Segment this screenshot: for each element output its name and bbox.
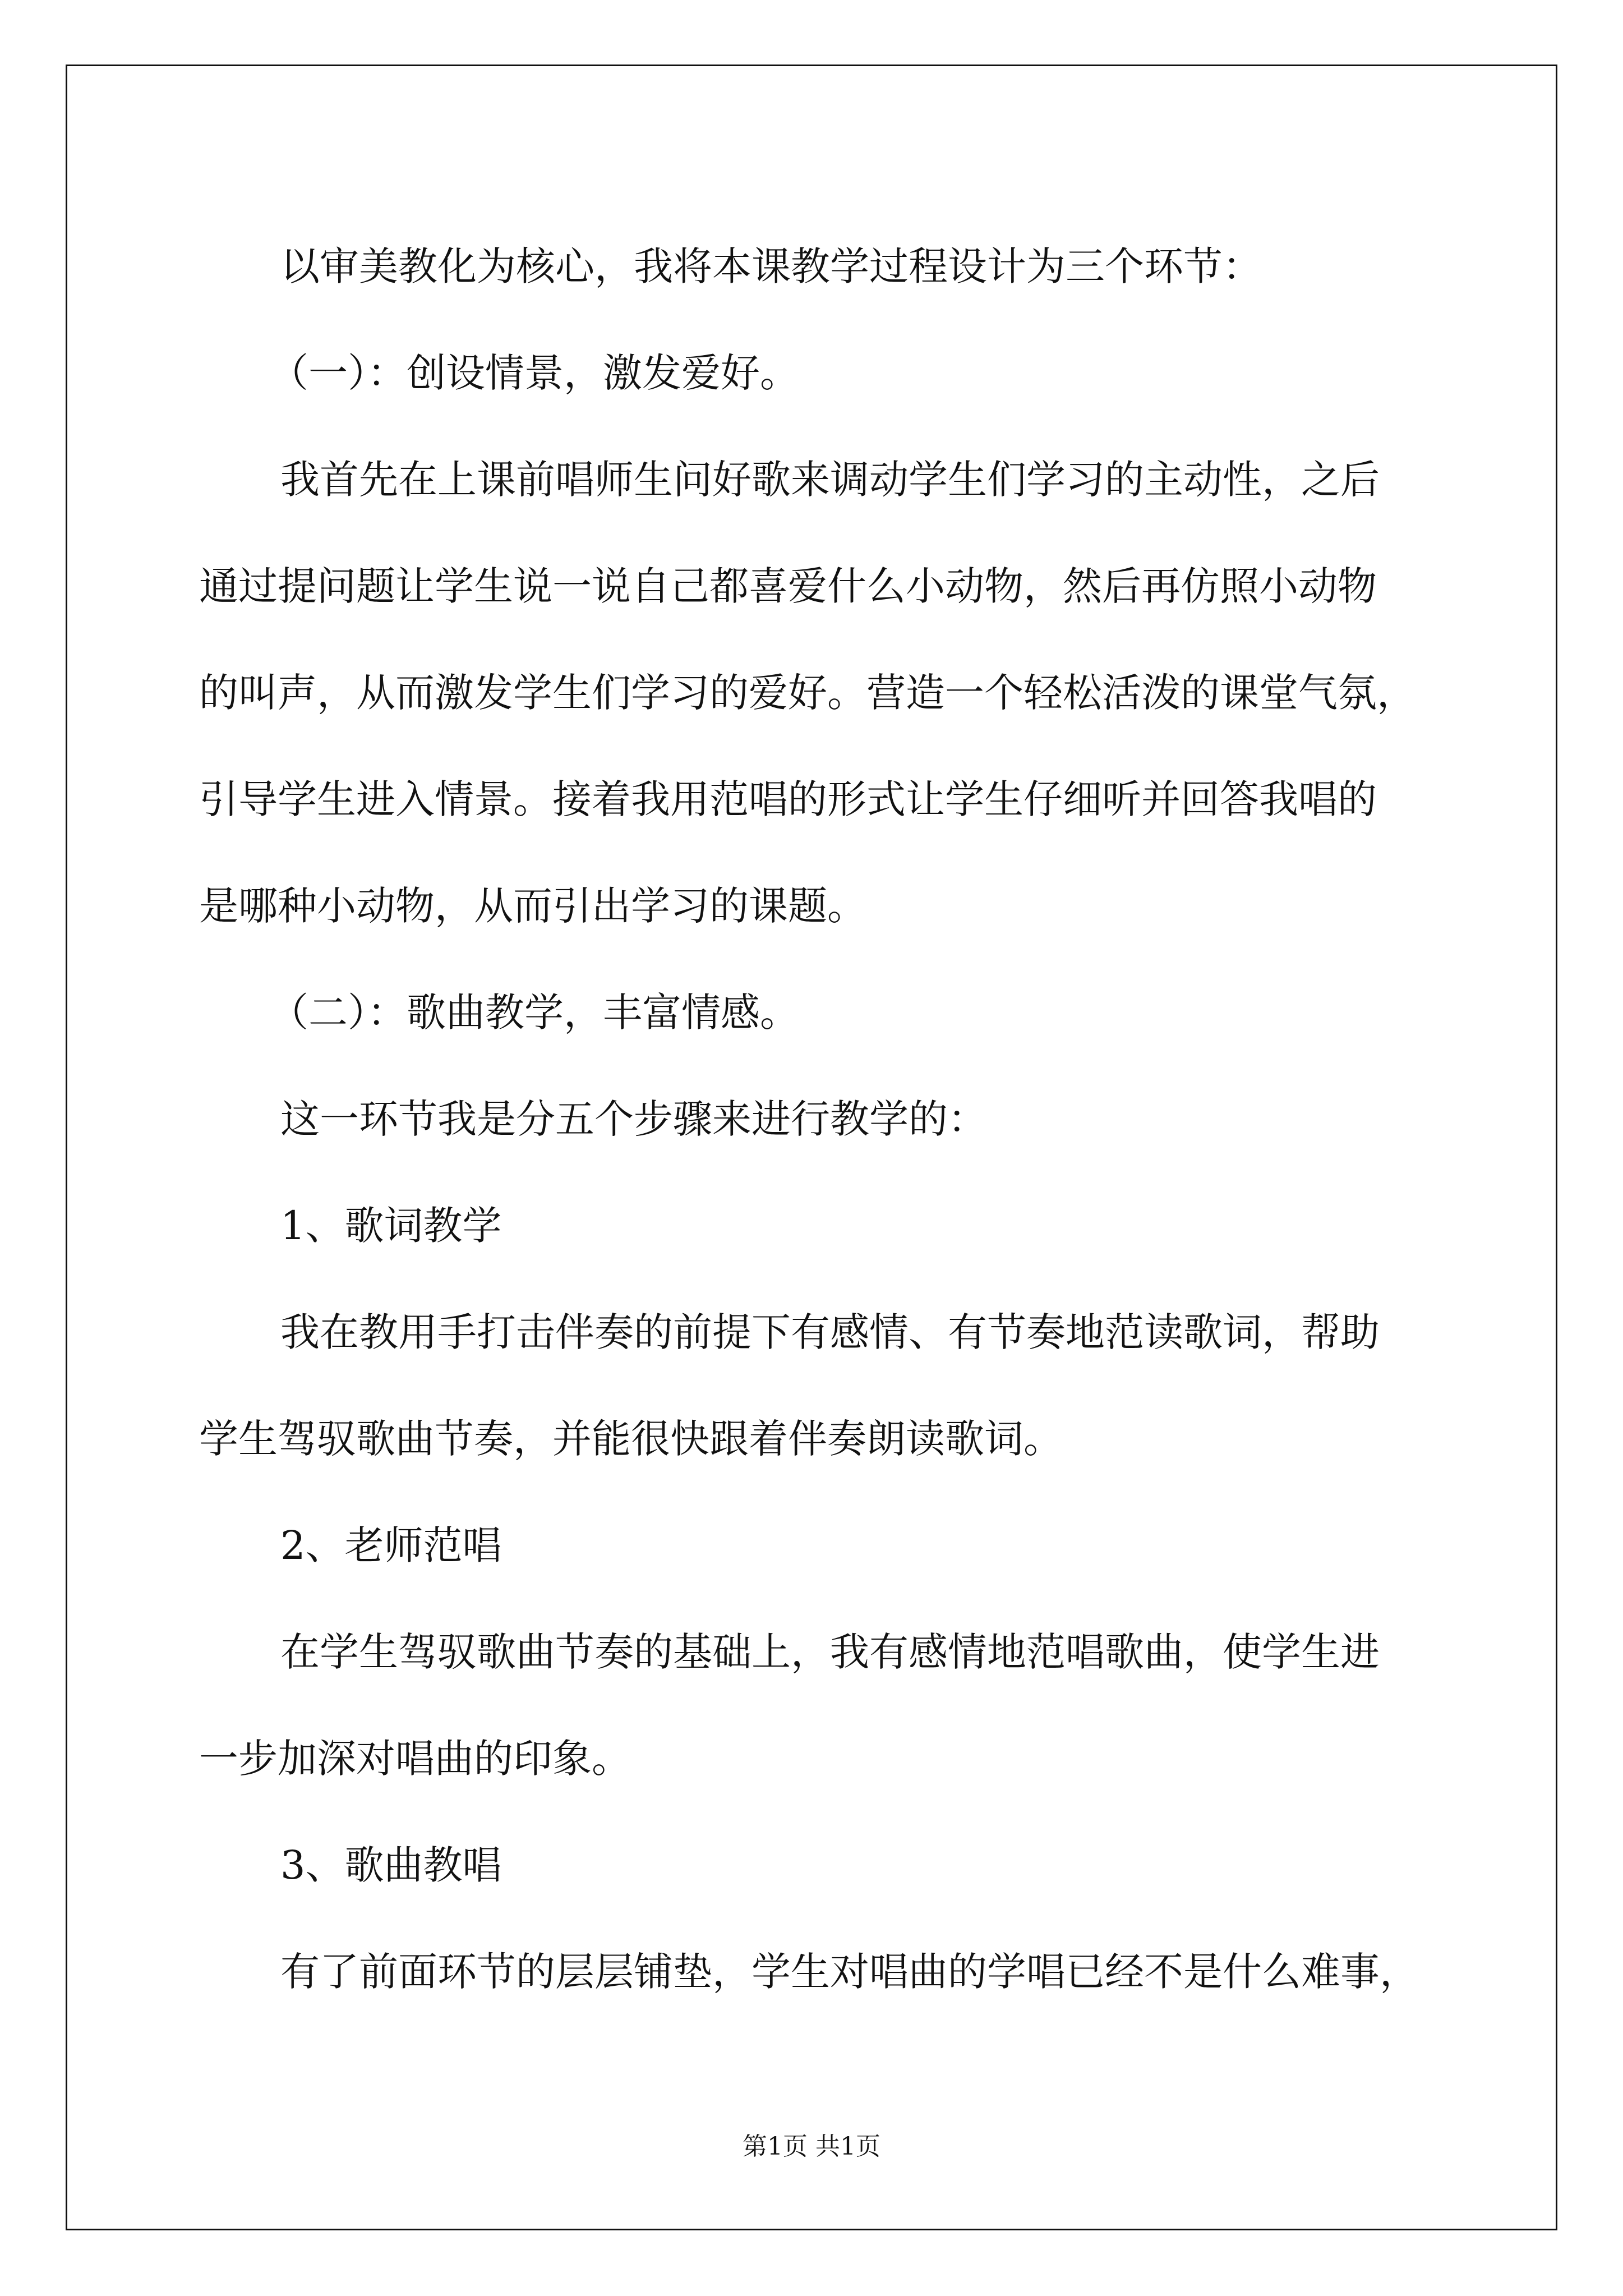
text-line: 在学生驾驭歌曲节奏的基础上，我有感情地范唱歌曲，使学生进 — [280, 1629, 1380, 1675]
text-line: 是哪种小动物，从而引出学习的课题。 — [199, 883, 866, 929]
step-heading: 1、歌词教学 — [280, 1203, 502, 1249]
section-heading: （一）：创设情景，激发爱好。 — [269, 350, 799, 396]
text-line: 我首先在上课前唱师生问好歌来调动学生们学习的主动性，之后 — [280, 457, 1380, 503]
text-line: 通过提问题让学生说一说自己都喜爱什么小动物，然后再仿照小动物 — [199, 563, 1377, 609]
section-heading: （二）：歌曲教学，丰富情感。 — [269, 990, 799, 1036]
text-line: 学生驾驭歌曲节奏，并能很快跟着伴奏朗读歌词。 — [199, 1416, 1063, 1462]
step-heading: 2、老师范唱 — [280, 1522, 502, 1568]
text-line: 的叫声，从而激发学生们学习的爱好。营造一个轻松活泼的课堂气氛， — [199, 670, 1416, 716]
text-line: 有了前面环节的层层铺垫，学生对唱曲的学唱已经不是什么难事， — [280, 1949, 1419, 1995]
text-line: 我在教用手打击伴奏的前提下有感情、有节奏地范读歌词，帮助 — [280, 1309, 1380, 1355]
text-line: 一步加深对唱曲的印象。 — [199, 1736, 631, 1782]
text-line: 以审美教化为核心，我将本课教学过程设计为三个环节： — [280, 243, 1262, 289]
page-footer: 第1页 共1页 — [743, 2132, 880, 2161]
text-line: 引导学生进入情景。接着我用范唱的形式让学生仔细听并回答我唱的 — [199, 776, 1377, 822]
document-body — [199, 213, 1427, 2025]
step-heading: 3、歌曲教唱 — [280, 1842, 502, 1888]
text-line: 这一环节我是分五个步骤来进行教学的： — [280, 1096, 987, 1142]
